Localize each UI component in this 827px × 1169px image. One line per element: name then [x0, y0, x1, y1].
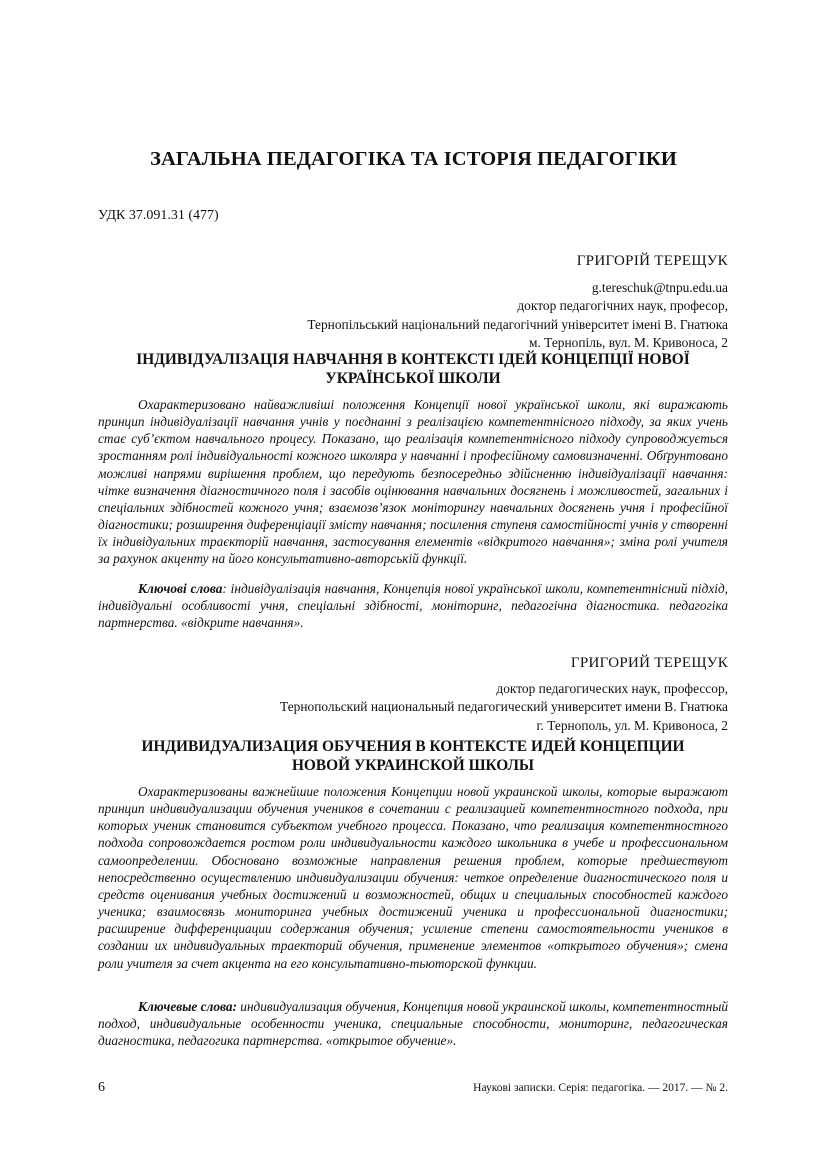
article-title-ru [98, 737, 728, 775]
author-name-ru: ГРИГОРИЙ ТЕРЕЩУК [570, 655, 728, 671]
keywords-ru-text: индивидуализация обучения, Концепция новой украинской школы, компетентностный подход, индивидуальные особенности ученика, специальные способности, мониторинг, педагогическая диагностика, педагогика партнерства. «открытое обучение». [98, 999, 728, 1049]
article-title-ru-line1: ИНДИВИДУАЛИЗАЦИЯ ОБУЧЕНИЯ В КОНТЕКСТЕ ИДЕЙ КОНЦЕПЦИИ [141, 738, 685, 755]
abstract-ru [98, 783, 728, 972]
abstract-ua [98, 396, 728, 568]
keywords-ua [98, 580, 728, 631]
keywords-ru-label: Ключевые слова: [138, 999, 237, 1014]
keywords-ru [98, 998, 728, 1049]
keywords-ua-label: Ключові слова [138, 581, 223, 596]
abstract-ua-text: Охарактеризовано найважливіші положення Концепції нової української школи, які виражають принцип індивідуалізації навчання учнів у поєднанні з реалізацією компетентнісного підходу, за яких учень стає суб’єктом навчального процесу. Показано, що реалізація компетентнісного підходу супроводжується зростанням ролі індивідуальності кожного школяра у навчанні і професійному самовизначенні. Обґрунтовано можливі напрями вирішення проблем, що передують безпосередньо здійсненню індивідуалізації навчання: чітке визначення діагностичного поля і засобів оцінювання навчальних досягнень і можливостей, загальних і спеціальних здібностей кожного учня; взаємозв’язок моніторингу навчальних досягнень учня і професійної діагностики; розширення диференціації змісту навчання; посилення ступеня самостійності учнів у створенні їх індивідуальних траєкторій навчання, застосування елементів «відкритого навчання»; зміна ролі учителя за рахунок акценту на його консультативно-авторській функції. [98, 397, 728, 567]
page-number: 6 [98, 1080, 105, 1095]
author-address-ua: м. Тернопіль, вул. М. Кривоноса, 2 [528, 335, 728, 351]
author-name-ua: ГРИГОРІЙ ТЕРЕЩУК [576, 253, 728, 269]
keywords-ua-text: : індивідуалізація навчання, Концепція нової української школи, компетентнісний підхід, індивідуальні особливості учня, спеціальні здібності, моніторинг, педагогічна діагностика. педагогіка партнерства. «відкрите навчання». [98, 581, 728, 631]
abstract-ru-text: Охарактеризованы важнейшие положения Концепции новой украинской школы, которые выражают принцип индивидуализации обучения учеников в сочетании с реализацией компетентностного подхода, при которых ученик становится субъектом учебного процесса. Показано, что реализация компетентностного подхода сопровождается ростом роли индивидуальности каждого школьника в учебе и профессиональном самоопределении. Обосновано возможные направления решения проблем, которые предшествуют непосредственно осуществлению индивидуализации обучения: четкое определение диагностического поля и средств оценивания учебных достижений и возможностей, общих и специальных способностей каждого ученика; взаимосвязь мониторинга учебных достижений ученика и профессиональной диагностики; расширение дифференциации содержания обучения; усиление степени самостоятельности учеников в создании их индивидуальных траекторий обучения, применение элементов «открытого обучения»; смена роли учителя за счет акцента на его консультативно-тьюторской функции. [98, 784, 728, 971]
author-affiliation-ru [98, 680, 728, 735]
section-title: ЗАГАЛЬНА ПЕДАГОГІКА ТА ІСТОРІЯ ПЕДАГОГІКИ [150, 148, 677, 170]
author-degree-ua: доктор педагогічних наук, професор, [517, 298, 728, 314]
author-degree-ru: доктор педагогических наук, профессор, [496, 681, 728, 696]
journal-footer: Наукові записки. Серія: педагогіка. — 2017. — № 2. [473, 1082, 728, 1094]
article-title-ua-line1: ІНДИВІДУАЛІЗАЦІЯ НАВЧАННЯ В КОНТЕКСТІ ІДЕЙ КОНЦЕПЦІЇ НОВОЇ [136, 351, 690, 368]
article-title-ua-line2: УКРАЇНСЬКОЇ ШКОЛИ [325, 370, 501, 387]
author-address-ru: г. Тернополь, ул. М. Кривоноса, 2 [536, 717, 728, 733]
udk-code: УДК 37.091.31 (477) [98, 208, 219, 223]
author-email: g.tereschuk@tnpu.edu.ua [591, 280, 728, 295]
author-university-ru: Тернопольский национальный педагогический университет имени В. Гнатюка [280, 699, 728, 715]
article-title-ua [98, 350, 728, 388]
author-university-ua: Тернопільський національний педагогічний університет імені В. Гнатюка [307, 316, 728, 332]
author-affiliation-ua [98, 279, 728, 353]
article-title-ru-line2: НОВОЙ УКРАИНСКОЙ ШКОЛЫ [291, 757, 535, 774]
